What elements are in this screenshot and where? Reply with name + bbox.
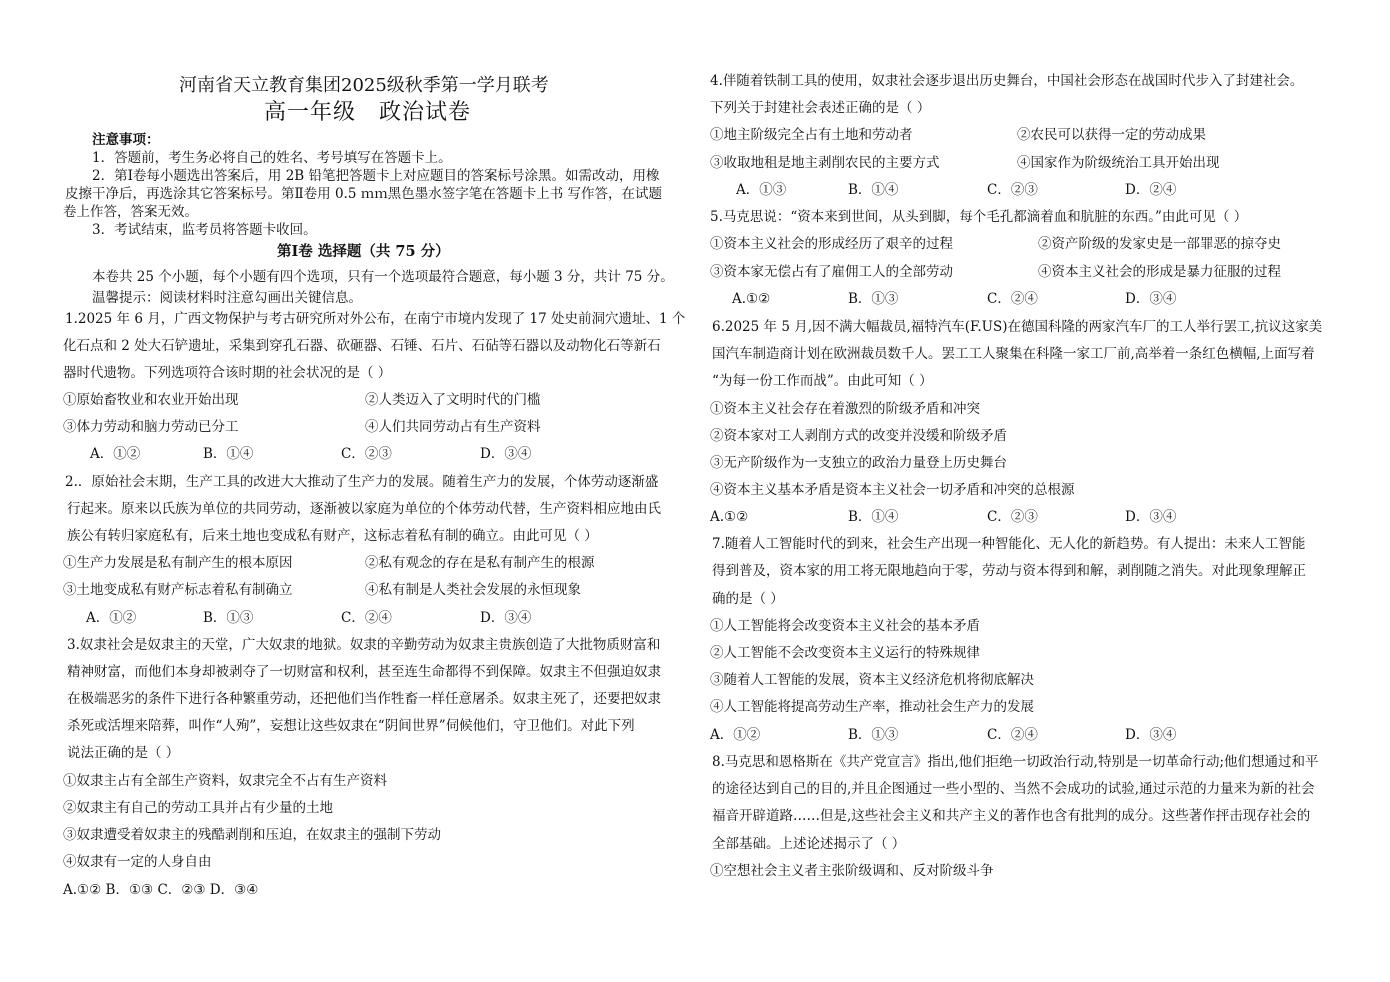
q6-statement-1: ①资本主义社会存在着激烈的阶级矛盾和冲突	[710, 401, 980, 417]
q4-option-a[interactable]: A．①③	[736, 182, 787, 198]
q6-option-c[interactable]: C．②③	[987, 509, 1038, 525]
q5-option-a[interactable]: A.①②	[732, 291, 771, 307]
q5-statement-3: ③资本家无偿占有了雇佣工人的全部劳动	[710, 264, 953, 280]
q7-statement-3: ③随着人工智能的发展，资本主义经济危机将彻底解决	[710, 672, 1034, 688]
q7-option-d[interactable]: D．③④	[1125, 727, 1177, 743]
q1-option-c[interactable]: C．②③	[341, 446, 392, 462]
q3-line-4: 杀死或活埋来陪葬，叫作“人殉”，妄想让这些奴隶在“阴间世界”伺候他们，守卫他们。对此下列	[67, 718, 635, 734]
q7-line-3: 确的是（ ）	[712, 591, 784, 607]
exam-subtitle: 高一年级 政治试卷	[264, 100, 472, 125]
q6-statement-2: ②资本家对工人剥削方式的改变并没缓和阶级矛盾	[710, 428, 1007, 444]
q7-statement-1: ①人工智能将会改变资本主义社会的基本矛盾	[710, 618, 980, 634]
q1-line-1: 1.2025 年 6 月，广西文物保护与考古研究所对外公布，在南宁市境内发现了 17 处史前洞穴遗址、1 个	[65, 311, 686, 327]
notice-line-3: 皮擦干净后，再选涂其它答案标号。第Ⅱ卷用 0.5 ｍｍ黑色墨水签字笔在答题卡上书 写作答，在试题	[65, 186, 663, 202]
q2-line-2: 行起来。原来以氏族为单位的共同劳动，逐渐被以家庭为单位的个体劳动代替，生产资料相应地由氏	[67, 501, 661, 517]
q2-statement-1: ①生产力发展是私有制产生的根本原因	[63, 555, 293, 571]
q4-line-2: 下列关于封建社会表述正确的是（ ）	[710, 100, 931, 116]
q3-statement-4: ④奴隶有一定的人身自由	[63, 854, 212, 870]
q4-option-b[interactable]: B．①④	[848, 182, 899, 198]
q3-statement-1: ①奴隶主占有全部生产资料，奴隶完全不占有生产资料	[63, 773, 387, 789]
q1-option-d[interactable]: D．③④	[480, 446, 532, 462]
q1-option-a[interactable]: A．①②	[90, 446, 141, 462]
q1-statement-3: ③体力劳动和脑力劳动已分工	[63, 419, 239, 435]
exam-title: 河南省天立教育集团2025级秋季第一学月联考	[179, 75, 549, 96]
q7-line-2: 得到普及，资本家的用工将无限地趋向于零，劳动与资本得到和解，剥削随之消失。对此现象理解正	[712, 563, 1306, 579]
q6-option-b[interactable]: B．①④	[848, 509, 899, 525]
q6-line-2: 国汽车制造商计划在欧洲裁员数千人。罢工工人聚集在科隆一家工厂前,高举着一条红色横幅,上面写着	[712, 346, 1315, 362]
q3-line-5: 说法正确的是（ ）	[67, 745, 180, 761]
q7-option-b[interactable]: B．①③	[848, 727, 899, 743]
q2-option-a[interactable]: A．①②	[86, 610, 137, 626]
q5-option-b[interactable]: B．①③	[848, 291, 899, 307]
notice-line-4: 卷上作答，答案无效。	[63, 204, 198, 220]
q2-line-3: 族公有转归家庭私有，后来土地也变成私有财产，这标志着私有制的确立。由此可见（ ）	[67, 528, 598, 544]
notice-heading: 注意事项：	[92, 132, 160, 148]
q7-statement-4: ④人工智能将提高劳动生产率，推动社会生产力的发展	[710, 699, 1034, 715]
q1-statement-4: ④人们共同劳动占有生产资料	[365, 419, 541, 435]
q8-line-1: 8.马克思和恩格斯在《共产党宣言》指出,他们拒绝一切政治行动,特别是一切革命行动;他们想通过和平	[712, 754, 1319, 770]
q4-statement-4: ④国家作为阶级统治工具开始出现	[1017, 155, 1220, 171]
q2-statement-3: ③土地变成私有财产标志着私有制确立	[63, 582, 293, 598]
q5-statement-4: ④资本主义社会的形成是暴力征服的过程	[1038, 264, 1281, 280]
q7-line-1: 7.随着人工智能时代的到来，社会生产出现一种智能化、无人化的新趋势。有人提出：未来人工智能	[712, 536, 1306, 552]
q8-line-2: 的途径达到自己的目的,并且企图通过一些小型的、当然不会成功的试验,通过示范的力量来为新的社会	[712, 781, 1315, 797]
q1-option-b[interactable]: B．①④	[203, 446, 254, 462]
q3-line-2: 精神财富，而他们本身却被剥夺了一切财富和权利，甚至连生命都得不到保障。奴隶主不但强迫奴隶	[67, 664, 661, 680]
q1-statement-2: ②人类迈入了文明时代的门槛	[365, 392, 541, 408]
q3-options[interactable]: A.①② B．①③ C．②③ D．③④	[63, 882, 259, 898]
section-title: 第Ⅰ卷 选择题（共 75 分）	[277, 243, 450, 260]
q2-statement-4: ④私有制是人类社会发展的永恒现象	[365, 582, 581, 598]
q6-line-1: 6.2025 年 5 月,因不满大幅裁员,福特汽车(F.US)在德国科隆的两家汽车厂的工人举行罢工,抗议这家美	[712, 319, 1323, 335]
q2-option-d[interactable]: D．③④	[480, 610, 532, 626]
q6-option-d[interactable]: D．③④	[1125, 509, 1177, 525]
q2-option-b[interactable]: B．①③	[203, 610, 254, 626]
q5-statement-1: ①资本主义社会的形成经历了艰辛的过程	[710, 236, 953, 252]
q6-option-a[interactable]: A.①②	[710, 509, 749, 525]
notice-line-2: 2．第Ⅰ卷每小题选出答案后，用 2B 铅笔把答题卡上对应题目的答案标号涂黑。如需改动，用橡	[92, 168, 660, 184]
q4-option-d[interactable]: D．②④	[1125, 182, 1177, 198]
q1-line-3: 器时代遗物。下列选项符合该时期的社会状况的是（ ）	[63, 365, 392, 381]
q6-statement-3: ③无产阶级作为一支独立的政治力量登上历史舞台	[710, 455, 1007, 471]
q8-line-3: 福音开辟道路……但是,这些社会主义和共产主义的著作也含有批判的成分。这些著作抨击现存社会的	[712, 808, 1311, 824]
q3-statement-2: ②奴隶主有自己的劳动工具并占有少量的土地	[63, 800, 333, 816]
q6-line-3: “为每一份工作而战”。由此可知（ ）	[712, 373, 933, 389]
q3-line-3: 在极端恶劣的条件下进行各种繁重劳动，还把他们当作牲畜一样任意屠杀。奴隶主死了，还要把奴隶	[67, 691, 661, 707]
q3-line-1: 3.奴隶社会是奴隶主的天堂，广大奴隶的地狱。奴隶的辛勤劳动为奴隶主贵族创造了大批物质财富和	[67, 637, 661, 653]
q1-statement-1: ①原始畜牧业和农业开始出现	[63, 392, 239, 408]
q7-option-a[interactable]: A．①②	[710, 727, 761, 743]
q4-option-c[interactable]: C．②③	[987, 182, 1038, 198]
q2-line-1: 2.．原始社会末期，生产工具的改进大大推动了生产力的发展。随着生产力的发展，个体劳动逐渐盛	[65, 474, 659, 490]
q5-option-c[interactable]: C．②④	[987, 291, 1038, 307]
section-tip: 温馨提示：阅读材料时注意勾画出关键信息。	[92, 290, 362, 306]
q6-statement-4: ④资本主义基本矛盾是资本主义社会一切矛盾和冲突的总根源	[710, 482, 1075, 498]
q1-line-2: 化石点和 2 处大石铲遗址，采集到穿孔石器、砍砸器、石锤、石片、石砧等石器以及动物化石等新石	[63, 338, 661, 354]
q4-line-1: 4.伴随着铁制工具的使用，奴隶社会逐步退出历史舞台，中国社会形态在战国时代步入了封建社会。	[710, 73, 1304, 89]
q4-statement-1: ①地主阶级完全占有土地和劳动者	[710, 127, 913, 143]
notice-line-5: 3．考试结束，监考员将答题卡收回。	[92, 222, 317, 238]
q5-option-d[interactable]: D．③④	[1125, 291, 1177, 307]
notice-line-1: 1．答题前，考生务必将自己的姓名、考号填写在答题卡上。	[92, 150, 452, 166]
q8-line-4: 全部基础。上述论述揭示了（ ）	[712, 836, 906, 852]
q5-statement-2: ②资产阶级的发家史是一部罪恶的掠夺史	[1038, 236, 1281, 252]
q7-option-c[interactable]: C．②④	[987, 727, 1038, 743]
section-desc: 本卷共 25 个小题，每个小题有四个选项，只有一个选项最符合题意，每小题 3 分，共计 75 分。	[92, 269, 674, 285]
q5-line-1: 5.马克思说：“资本来到世间，从头到脚，每个毛孔都滴着血和肮脏的东西。”由此可见（ ）	[710, 209, 1248, 225]
q8-statement-1: ①空想社会主义者主张阶级调和、反对阶级斗争	[710, 863, 994, 879]
q4-statement-3: ③收取地租是地主剥削农民的主要方式	[710, 155, 940, 171]
q2-statement-2: ②私有观念的存在是私有制产生的根源	[365, 555, 595, 571]
q3-statement-3: ③奴隶遭受着奴隶主的残酷剥削和压迫，在奴隶主的强制下劳动	[63, 827, 441, 843]
q4-statement-2: ②农民可以获得一定的劳动成果	[1017, 127, 1206, 143]
q2-option-c[interactable]: C．②④	[341, 610, 392, 626]
q7-statement-2: ②人工智能不会改变资本主义运行的特殊规律	[710, 645, 980, 661]
